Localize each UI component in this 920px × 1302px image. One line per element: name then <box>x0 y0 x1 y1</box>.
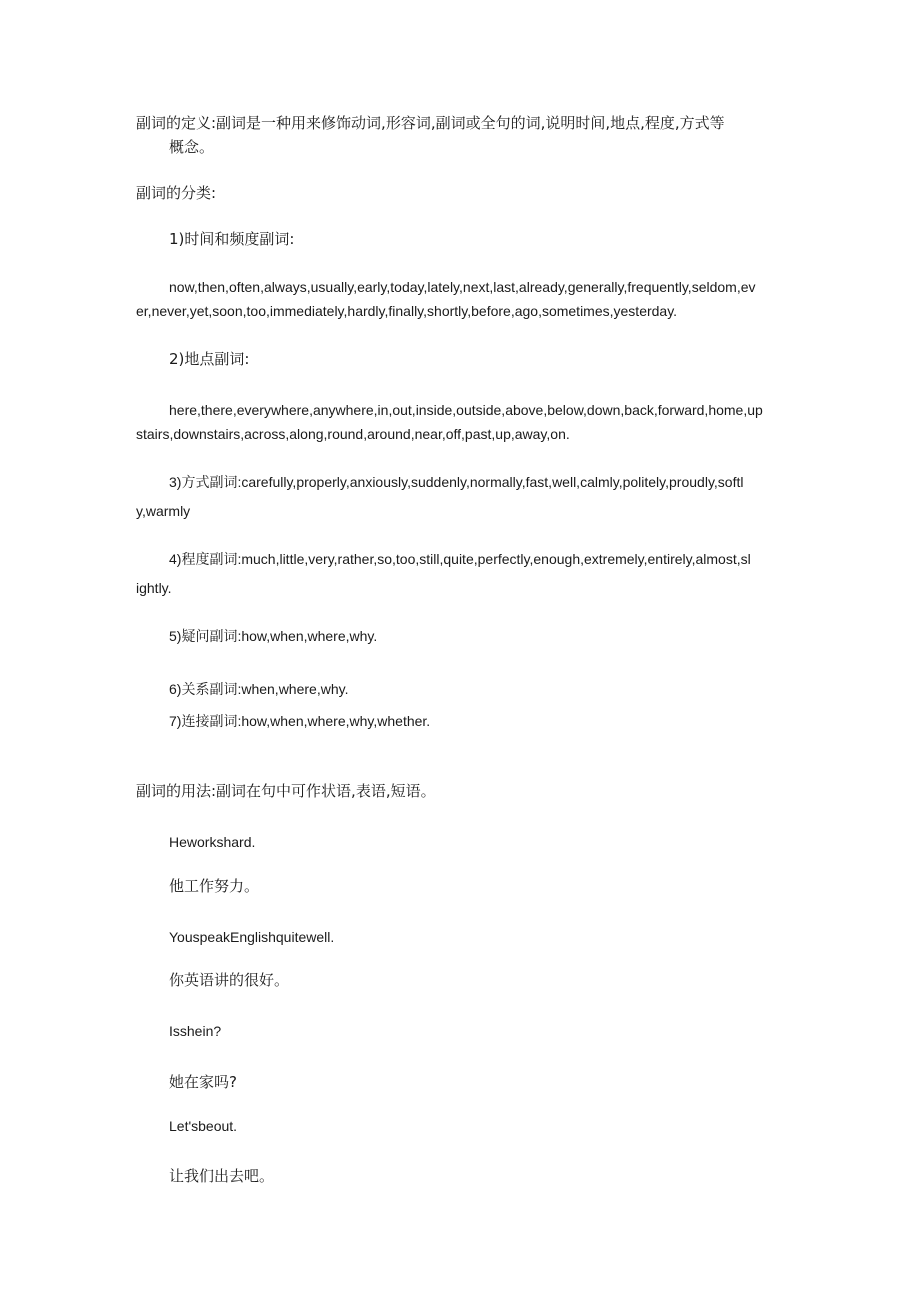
definition-line-1: 副词的定义:副词是一种用来修饰动词,形容词,副词或全句的词,说明时间,地点,程度,方式等 <box>136 114 725 132</box>
example-en-2: YouspeakEnglishquitewell. <box>169 929 335 945</box>
example-zh-2: 你英语讲的很好。 <box>169 971 290 989</box>
relative-adverbs: 6)关系副词:when,where,why. <box>169 681 349 697</box>
conjunctive-adverbs: 7)连接副词:how,when,where,why,whether. <box>169 713 431 729</box>
example-en-3: Isshein? <box>169 1023 222 1039</box>
time-adverbs-label: 1)时间和频度副词: <box>169 230 295 248</box>
manner-adverbs-line-1: 3)方式副词:carefully,properly,anxiously,suddenly,normally,fast,well,calmly,politely,proudly,softl <box>169 474 744 490</box>
time-adverbs-words-2: er,never,yet,soon,too,immediately,hardly,finally,shortly,before,ago,sometimes,yesterday. <box>136 303 678 319</box>
place-adverbs-words-2: stairs,downstairs,across,along,round,around,near,off,past,up,away,on. <box>136 426 570 442</box>
definition-line-2: 概念。 <box>169 138 215 156</box>
place-adverbs-label: 2)地点副词: <box>169 350 250 368</box>
classification-heading: 副词的分类: <box>136 184 217 202</box>
example-zh-4: 让我们出去吧。 <box>169 1167 275 1185</box>
place-adverbs-words-1: here,there,everywhere,anywhere,in,out,inside,outside,above,below,down,back,forward,home,up <box>169 402 763 418</box>
time-adverbs-words-1: now,then,often,always,usually,early,today,lately,next,last,already,generally,frequently,seldom,ev <box>169 279 756 295</box>
example-zh-1: 他工作努力。 <box>169 877 260 895</box>
manner-adverbs-line-2: y,warmly <box>136 503 191 519</box>
example-en-4: Let'sbeout. <box>169 1118 238 1134</box>
interrogative-adverbs: 5)疑问副词:how,when,where,why. <box>169 628 378 644</box>
degree-adverbs-line-1: 4)程度副词:much,little,very,rather,so,too,still,quite,perfectly,enough,extremely,entirely,almost,sl <box>169 551 751 567</box>
usage-heading: 副词的用法:副词在句中可作状语,表语,短语。 <box>136 782 436 800</box>
degree-adverbs-line-2: ightly. <box>136 580 172 596</box>
example-en-1: Heworkshard. <box>169 834 256 850</box>
example-zh-3: 她在家吗? <box>169 1073 237 1091</box>
